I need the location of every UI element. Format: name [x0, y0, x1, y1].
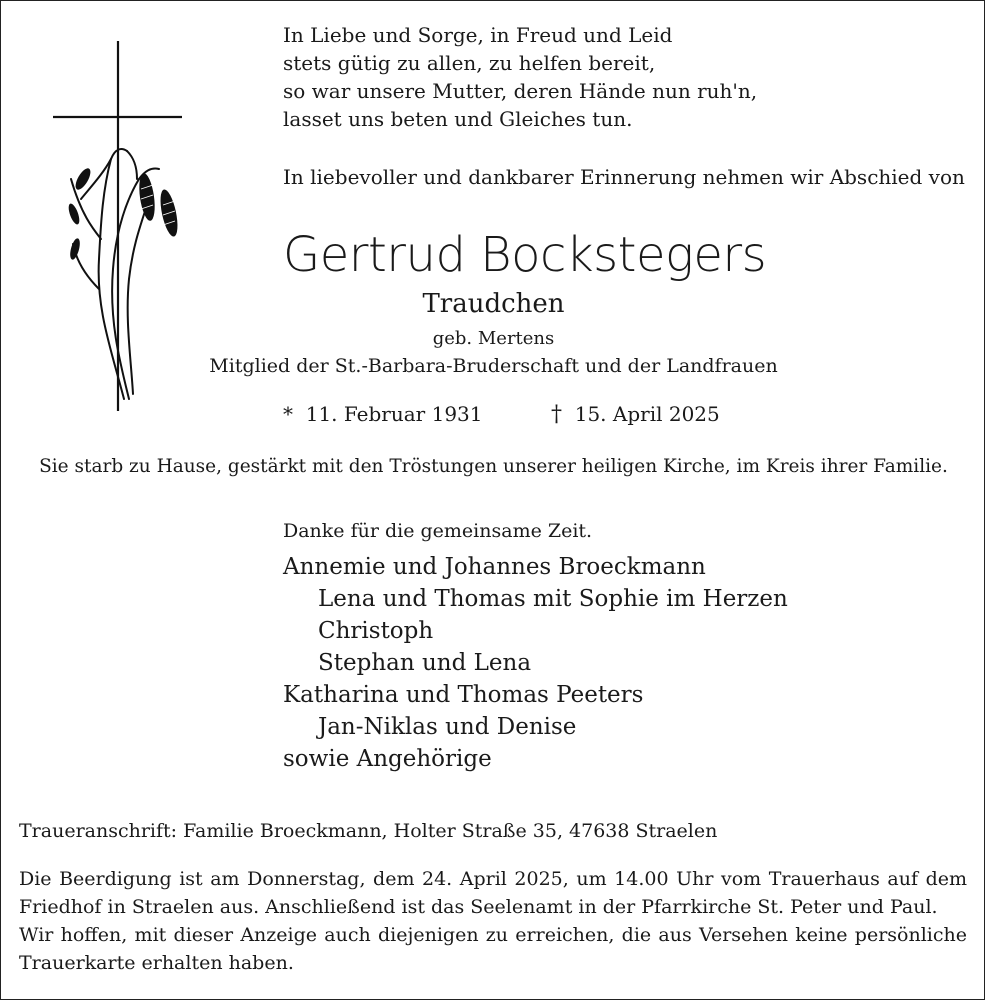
- mourner-entry: Stephan und Lena: [318, 650, 532, 676]
- death-date: 15. April 2025: [574, 402, 720, 426]
- maiden-name: geb. Mertens: [432, 328, 555, 349]
- birth-symbol: *: [283, 402, 293, 426]
- thanks-line: Danke für die gemeinsame Zeit.: [283, 520, 593, 542]
- birth-date: 11. Februar 1931: [305, 402, 483, 426]
- mourner-entry: Annemie und Johannes Broeckmann: [283, 554, 706, 580]
- poem-line: stets gütig zu allen, zu helfen bereit,: [283, 51, 656, 75]
- funeral-notice: [19, 865, 967, 977]
- apology-note: Wir hoffen, mit dieser Anzeige auch diejenigen zu erreichen, die aus Versehen keine persönliche Trauerkarte erhalten haben.: [19, 924, 967, 974]
- poem-line: so war unsere Mutter, deren Hände nun ruh'n,: [283, 79, 758, 103]
- death-date-row: [551, 399, 720, 430]
- deceased-name: Gertrud Bockstegers: [283, 227, 767, 283]
- mourner-entry: sowie Angehörige: [283, 746, 492, 772]
- mourner-entry: Christoph: [318, 618, 434, 644]
- membership: Mitglied der St.-Barbara-Bruderschaft und der Landfrauen: [209, 355, 778, 377]
- mourner-entry: Katharina und Thomas Peeters: [283, 682, 644, 708]
- poem: [283, 21, 757, 133]
- mourner-entry: Jan-Niklas und Denise: [318, 714, 577, 740]
- deceased-nickname-row: [1, 287, 985, 321]
- poem-line: lasset uns beten und Gleiches tun.: [283, 107, 633, 131]
- funeral-details: Die Beerdigung ist am Donnerstag, dem 24. April 2025, um 14.00 Uhr vom Trauerhaus auf dem Friedhof in Straelen aus. Anschließend ist das Seelenamt in der Pfarrkirche St. Peter und Paul.: [19, 868, 967, 918]
- farewell-intro: In liebevoller und dankbarer Erinnerung nehmen wir Abschied von: [283, 165, 965, 189]
- mourning-address: Traueranschrift: Familie Broeckmann, Holter Straße 35, 47638 Straelen: [19, 820, 718, 842]
- mourners-list: [283, 551, 788, 775]
- death-note: Sie starb zu Hause, gestärkt mit den Tröstungen unserer heiligen Kirche, im Kreis ihrer Familie.: [39, 456, 948, 477]
- deceased-nickname: Traudchen: [422, 289, 565, 319]
- poem-line: In Liebe und Sorge, in Freud und Leid: [283, 23, 673, 47]
- mourner-entry: Lena und Thomas mit Sophie im Herzen: [318, 586, 788, 612]
- birth-date-row: [283, 399, 483, 429]
- death-cross-symbol: †: [551, 402, 562, 427]
